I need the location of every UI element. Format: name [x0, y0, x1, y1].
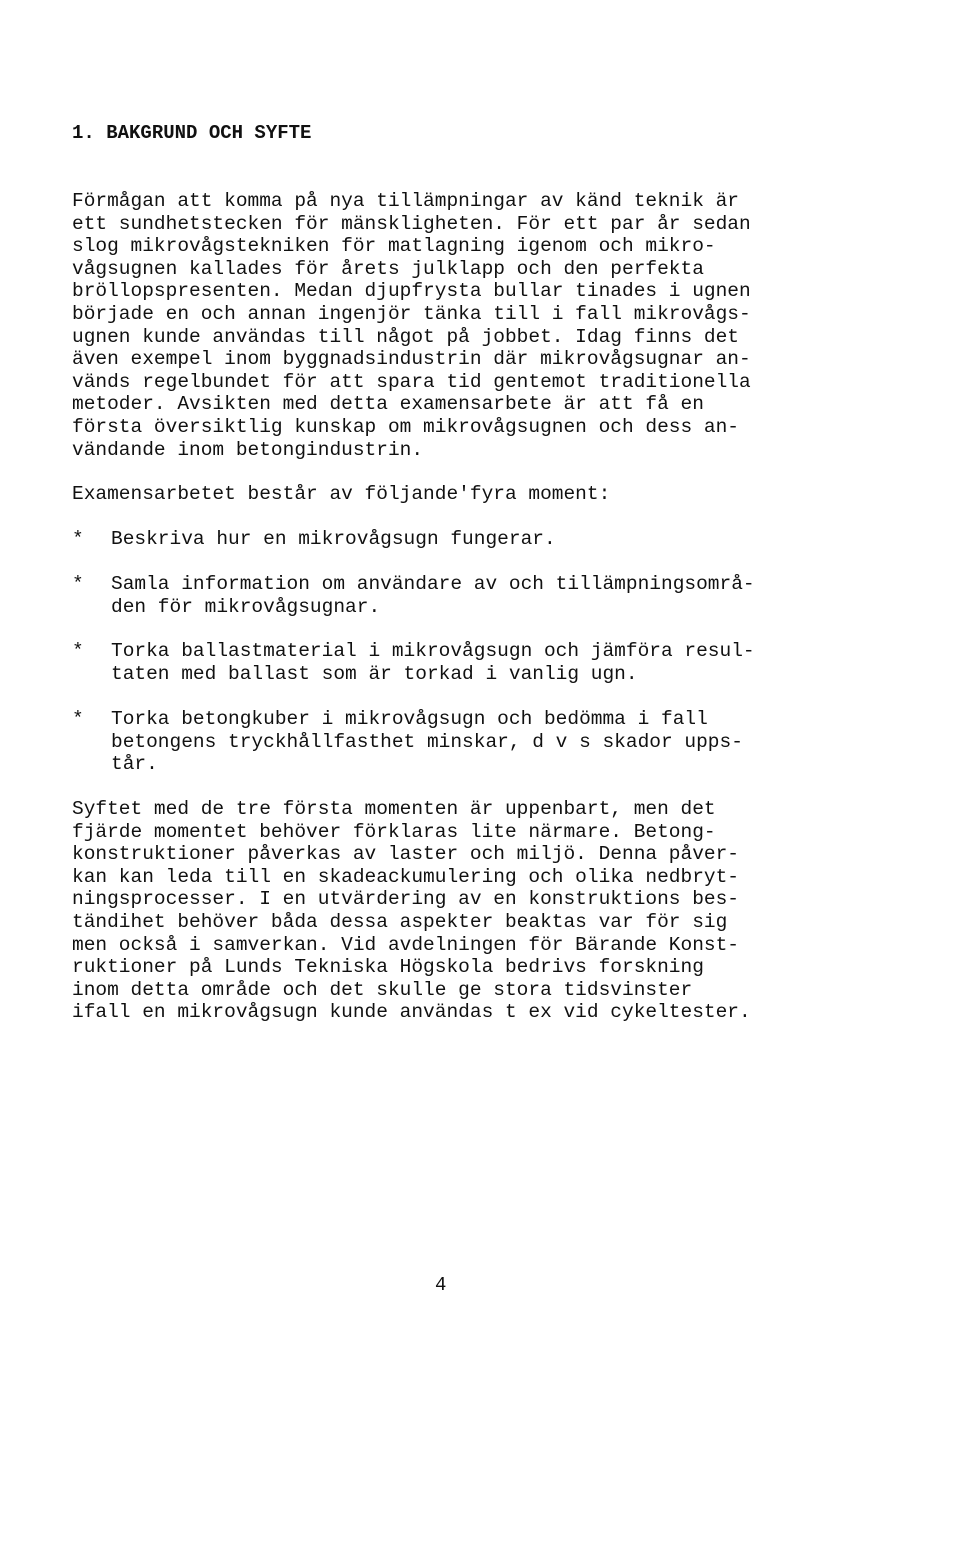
intro-paragraph: Förmågan att komma på nya tillämpningar av känd teknik är ett sundhetstecken för mänskligheten. För ett par år sedan slog mikrovågstekniken för matlagning igenom och mikro- vågsugnen kallades för årets julklapp och den perfekta bröllopspresenten. Medan djupfrysta bullar tinades i ugnen började en och annan ingenjör tänka till i fall mikrovågs- ugnen kunde användas till något på jobbet. Idag finns det även exempel inom byggnadsindustrin där mikrovågsugnar an- vänds regelbundet för att spara tid gentemot traditionella metoder. Avsikten med detta examensarbete är att få en första översiktlig kunskap om mikrovågsugnen och dess an- vändande inom betongindustrin. [72, 190, 751, 461]
list-item-text: Beskriva hur en mikrovågsugn fungerar. [111, 528, 556, 550]
section-heading: 1. BAKGRUND OCH SYFTE [72, 122, 312, 144]
page-number: 4 [435, 1274, 447, 1296]
list-item-text: Torka betongkuber i mikrovågsugn och bedömma i fall betongens tryckhållfasthet minskar, d v s skador upps- tår. [111, 708, 743, 776]
purpose-paragraph: Syftet med de tre första momenten är uppenbart, men det fjärde momentet behöver förklaras lite närmare. Betong- konstruktioner påverkas av laster och miljö. Denna påver- kan kan leda till en skadeackumulering och olika nedbryt- ningsprocesser. I en utvärdering av en konstruktions bes- tändihet behöver båda dessa aspekter beaktas var för sig men också i samverkan. Vid avdelningen för Bärande Konst- ruktioner på Lunds Tekniska Högskola bedrivs forskning inom detta område och det skulle ge stora tidsvinster ifall en mikrovågsugn kunde användas t ex vid cykeltester. [72, 798, 751, 1024]
bullet-marker: * [72, 573, 84, 595]
bullet-marker: * [72, 528, 84, 550]
bullet-marker: * [72, 708, 84, 730]
list-item-text: Torka ballastmaterial i mikrovågsugn och jämföra resul- taten med ballast som är torkad i vanlig ugn. [111, 640, 755, 685]
moments-intro: Examensarbetet består av följande'fyra moment: [72, 483, 611, 505]
list-item-text: Samla information om användare av och tillämpningsområ- den för mikrovågsugnar. [111, 573, 755, 618]
bullet-marker: * [72, 640, 84, 662]
